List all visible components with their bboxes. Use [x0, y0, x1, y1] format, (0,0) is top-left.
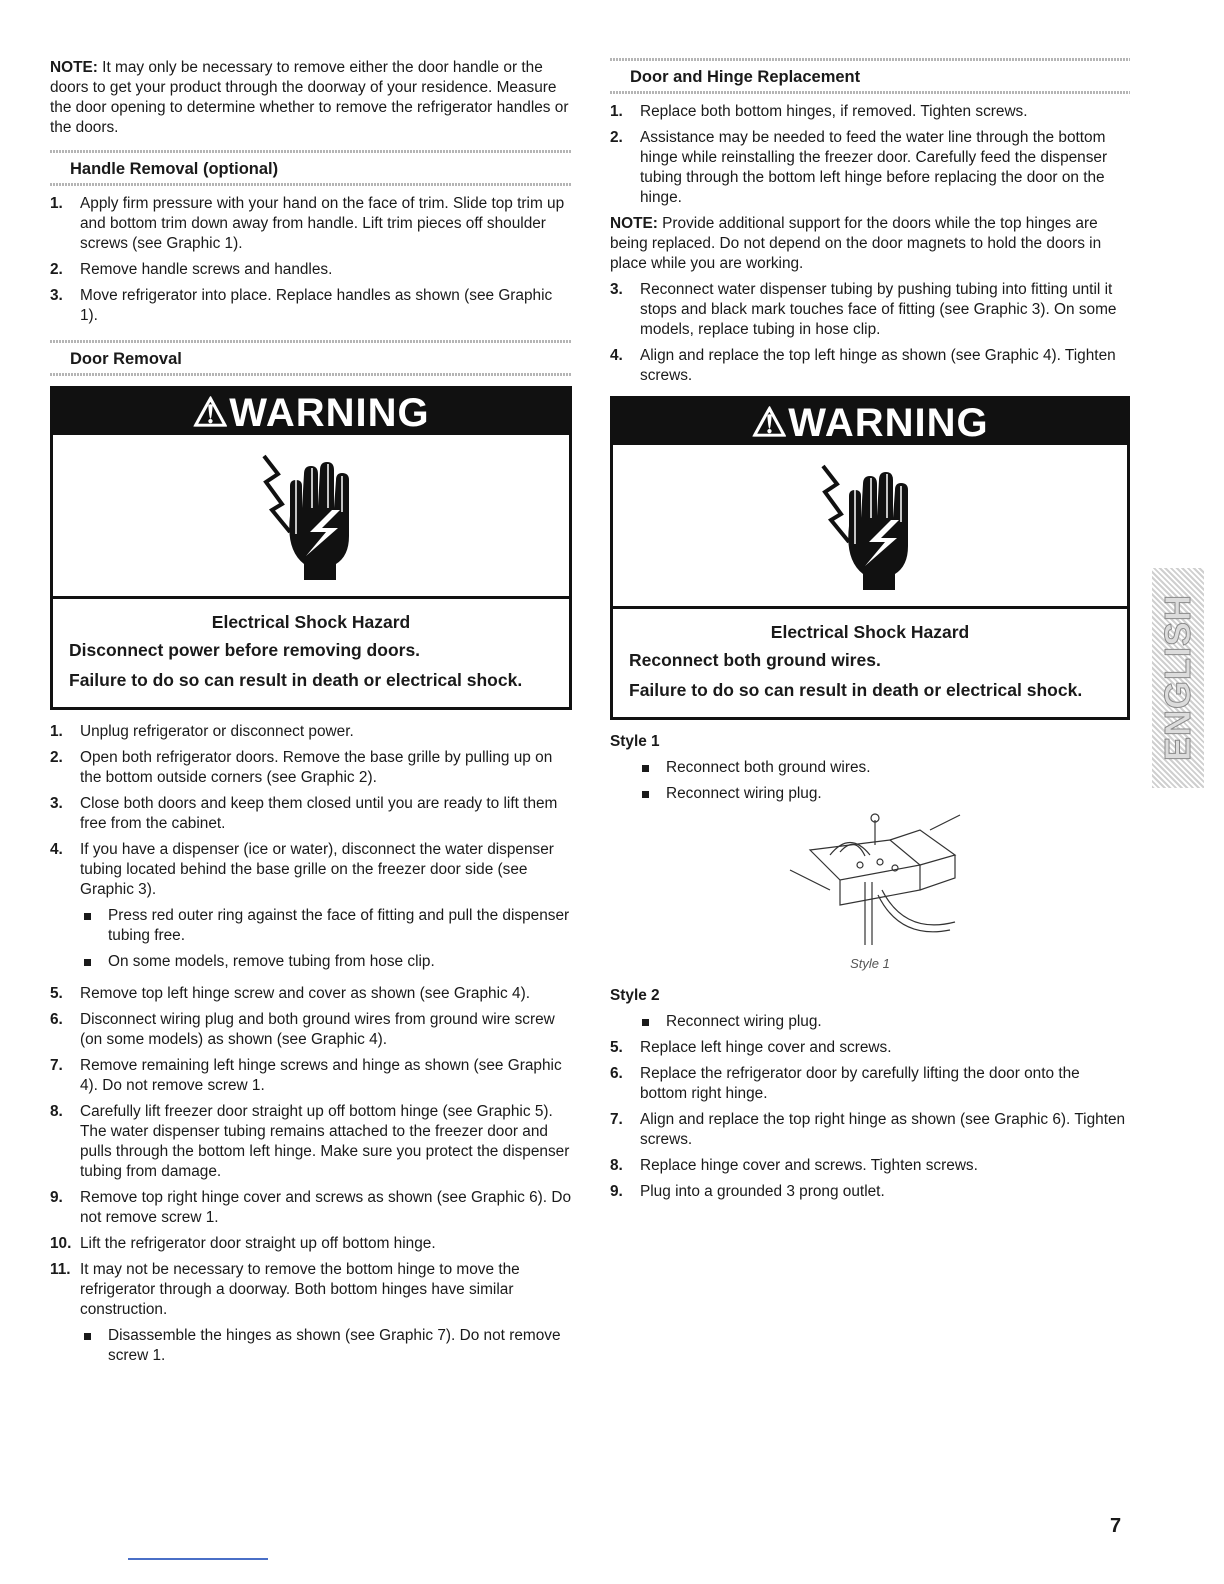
bullet-text: Reconnect both ground wires. — [666, 759, 871, 776]
step-text: Remove top left hinge screw and cover as shown (see Graphic 4). — [80, 985, 530, 1002]
step-text: Move refrigerator into place. Replace handles as shown (see Graphic 1). — [80, 287, 553, 324]
bullet-square-icon — [638, 784, 666, 804]
warning-triangle-icon: ⚠ — [751, 401, 789, 445]
step-number: 9. — [50, 1189, 63, 1206]
figure-caption: Style 1 — [850, 956, 890, 971]
list-item — [610, 346, 1130, 386]
bullet-text: Disassemble the hinges as shown (see Graphic 7). Do not remove screw 1. — [108, 1327, 561, 1364]
step-number: 10. — [50, 1235, 72, 1252]
style-2-label: Style 2 — [610, 987, 660, 1004]
step-number: 7. — [610, 1111, 623, 1128]
bullet-item — [80, 1326, 572, 1366]
note-text: Provide additional support for the doors while the top hinges are being replaced. Do not depend on the door magnets to hold the doors in place while you are working. — [610, 215, 1102, 272]
step-text: Remove top right hinge cover and screws as shown (see Graphic 6). Do not remove screw 1. — [80, 1189, 572, 1226]
warning-line: Failure to do so can result in death or electrical shock. — [629, 680, 1083, 700]
warning-header — [53, 389, 569, 435]
step-number: 8. — [610, 1157, 623, 1174]
step-number: 3. — [50, 795, 63, 812]
list-item — [50, 748, 572, 788]
door-removal-heading — [50, 343, 572, 373]
bullet-text: On some models, remove tubing from hose clip. — [108, 953, 435, 970]
list-item — [610, 280, 1130, 340]
list-item — [610, 1038, 1130, 1058]
step-text: Close both doors and keep them closed until you are ready to lift them free from the cabinet. — [80, 795, 558, 832]
bullet-item — [80, 952, 572, 972]
step-text — [80, 1260, 572, 1372]
step-text: Align and replace the top right hinge as shown (see Graphic 6). Tighten screws. — [640, 1111, 1126, 1148]
list-item — [50, 840, 572, 978]
warning-line: Reconnect both ground wires. — [629, 650, 881, 670]
step-number: 3. — [610, 281, 623, 298]
hinge-wiring-illustration — [610, 810, 1130, 960]
step-number: 5. — [610, 1039, 623, 1056]
step-text: Reconnect water dispenser tubing by pushing tubing into fitting until it stops and black mark touches face of fitting (see Graphic 3). On some models, replace tubing in hose clip. — [640, 281, 1117, 338]
bullet-list — [80, 906, 572, 972]
list-item — [610, 1156, 1130, 1176]
list-item — [50, 984, 572, 1004]
handle-steps — [50, 194, 572, 326]
bullet-square-icon — [80, 906, 108, 946]
divider — [50, 183, 572, 186]
step-text: Replace the refrigerator door by carefully lifting the door onto the bottom right hinge. — [640, 1065, 1080, 1102]
step-text: Unplug refrigerator or disconnect power. — [80, 723, 354, 740]
door-hinge-heading — [610, 61, 1130, 91]
note-text: It may only be necessary to remove either the door handle or the doors to get your product through the doorway of your residence. Measure the door opening to determine whether to remove the refrigerator handles or the doors. — [50, 59, 569, 136]
step-number: 11. — [50, 1261, 71, 1278]
step-text-main: If you have a dispenser (ice or water), disconnect the water dispenser tubing located behind the base grille on the freezer door side (see Graphic 3). — [80, 841, 554, 898]
right-column — [610, 58, 1130, 1208]
step-text-main: It may not be necessary to remove the bottom hinge to move the refrigerator through a doorway. Both bottom hinges have similar construction. — [80, 1261, 520, 1318]
bullet-square-icon — [638, 758, 666, 778]
hazard-title: Electrical Shock Hazard — [211, 612, 411, 632]
list-item — [610, 1182, 1130, 1202]
style-2-bullets — [638, 1012, 1130, 1032]
step-text: Remove handle screws and handles. — [80, 261, 333, 278]
step-text: Replace hinge cover and screws. Tighten screws. — [640, 1157, 978, 1174]
step-number: 1. — [50, 723, 63, 740]
bullet-item — [80, 906, 572, 946]
step-number: 2. — [50, 261, 63, 278]
style-1-bullets — [638, 758, 1130, 804]
language-side-tab — [1152, 568, 1204, 788]
warning-title: WARNING — [229, 391, 430, 435]
list-item — [50, 794, 572, 834]
bullet-square-icon — [638, 1012, 666, 1032]
list-item — [50, 1188, 572, 1228]
note-label: NOTE: — [50, 59, 98, 76]
left-column — [50, 58, 572, 1378]
list-item — [610, 128, 1130, 208]
bullet-text: Reconnect wiring plug. — [666, 1013, 822, 1030]
bullet-text: Reconnect wiring plug. — [666, 785, 822, 802]
warning-triangle-icon: ⚠ — [192, 391, 230, 435]
section-title: Handle Removal (optional) — [70, 160, 279, 178]
list-item — [50, 194, 572, 254]
warning-box — [610, 396, 1130, 720]
bullet-item — [638, 758, 1130, 778]
replacement-steps — [610, 102, 1130, 208]
step-number: 2. — [610, 129, 623, 146]
warning-text — [53, 599, 569, 707]
warning-header — [613, 399, 1127, 445]
step-text: Open both refrigerator doors. Remove the base grille by pulling up on the bottom outside corners (see Graphic 2). — [80, 749, 553, 786]
bullet-text: Press red outer ring against the face of fitting and pull the dispenser tubing free. — [108, 907, 570, 944]
footer-line — [128, 1558, 268, 1560]
step-text — [80, 840, 572, 978]
step-text: Remove remaining left hinge screws and hinge as shown (see Graphic 4). Do not remove screw 1. — [80, 1057, 562, 1094]
list-item — [610, 1064, 1130, 1104]
support-note — [610, 214, 1130, 274]
divider — [610, 91, 1130, 94]
page-number: 7 — [1110, 1515, 1122, 1537]
bullet-list — [80, 1326, 572, 1366]
warning-text — [613, 609, 1127, 717]
list-item — [50, 722, 572, 742]
side-tab-label: ENGLISH — [1157, 594, 1198, 762]
step-number: 8. — [50, 1103, 63, 1120]
step-text: Align and replace the top left hinge as shown (see Graphic 4). Tighten screws. — [640, 347, 1116, 384]
step-text: Disconnect wiring plug and both ground wires from ground wire screw (on some models) as shown (see Graphic 4). — [80, 1011, 555, 1048]
list-item — [50, 260, 572, 280]
handle-removal-heading — [50, 153, 572, 183]
list-item — [50, 1010, 572, 1050]
hazard-title: Electrical Shock Hazard — [770, 622, 970, 642]
step-number: 2. — [50, 749, 63, 766]
step-number: 5. — [50, 985, 63, 1002]
section-title: Door Removal — [70, 350, 182, 368]
replacement-steps-b — [610, 280, 1130, 386]
step-number: 4. — [610, 347, 623, 364]
style-1-label: Style 1 — [610, 733, 660, 750]
list-item — [50, 286, 572, 326]
bullet-item — [638, 1012, 1130, 1032]
step-number: 3. — [50, 287, 63, 304]
step-number: 7. — [50, 1057, 63, 1074]
step-text: Assistance may be needed to feed the water line through the bottom hinge while reinstalling the freezer door. Carefully feed the dispenser tubing through the bottom left hinge before replacing the door on the hinge. — [640, 129, 1108, 206]
list-item — [610, 1110, 1130, 1150]
warning-title: WARNING — [788, 401, 989, 445]
electrical-shock-icon — [53, 435, 569, 599]
list-item — [50, 1102, 572, 1182]
divider — [50, 373, 572, 376]
warning-box — [50, 386, 572, 710]
step-number: 9. — [610, 1183, 623, 1200]
step-text: Carefully lift freezer door straight up off bottom hinge (see Graphic 5). The water dispenser tubing remains attached to the freezer door and pulls through the bottom left hinge. Make sure you protect the dispenser tubing from damage. — [80, 1103, 570, 1180]
bullet-square-icon — [80, 1326, 108, 1366]
step-number: 4. — [50, 841, 63, 858]
step-text: Lift the refrigerator door straight up off bottom hinge. — [80, 1235, 436, 1252]
section-title: Door and Hinge Replacement — [630, 68, 861, 86]
handle-note — [50, 58, 572, 138]
list-item — [50, 1260, 572, 1372]
step-number: 1. — [610, 103, 623, 120]
step-number: 6. — [50, 1011, 63, 1028]
replacement-steps-c — [610, 1038, 1130, 1202]
step-text: Replace left hinge cover and screws. — [640, 1039, 892, 1056]
bullet-square-icon — [80, 952, 108, 972]
step-number: 6. — [610, 1065, 623, 1082]
step-text: Plug into a grounded 3 prong outlet. — [640, 1183, 885, 1200]
warning-line: Disconnect power before removing doors. — [69, 640, 421, 660]
list-item — [50, 1056, 572, 1096]
note-label: NOTE: — [610, 215, 658, 232]
electrical-shock-icon — [613, 445, 1127, 609]
step-number: 1. — [50, 195, 63, 212]
step-text: Replace both bottom hinges, if removed. Tighten screws. — [640, 103, 1028, 120]
list-item — [50, 1234, 572, 1254]
step-text: Apply firm pressure with your hand on the face of trim. Slide top trim up and bottom trim down away from handle. Lift trim pieces off shoulder screws (see Graphic 1). — [80, 195, 565, 252]
door-steps — [50, 722, 572, 1372]
bullet-item — [638, 784, 1130, 804]
warning-line: Failure to do so can result in death or electrical shock. — [69, 670, 523, 690]
list-item — [610, 102, 1130, 122]
